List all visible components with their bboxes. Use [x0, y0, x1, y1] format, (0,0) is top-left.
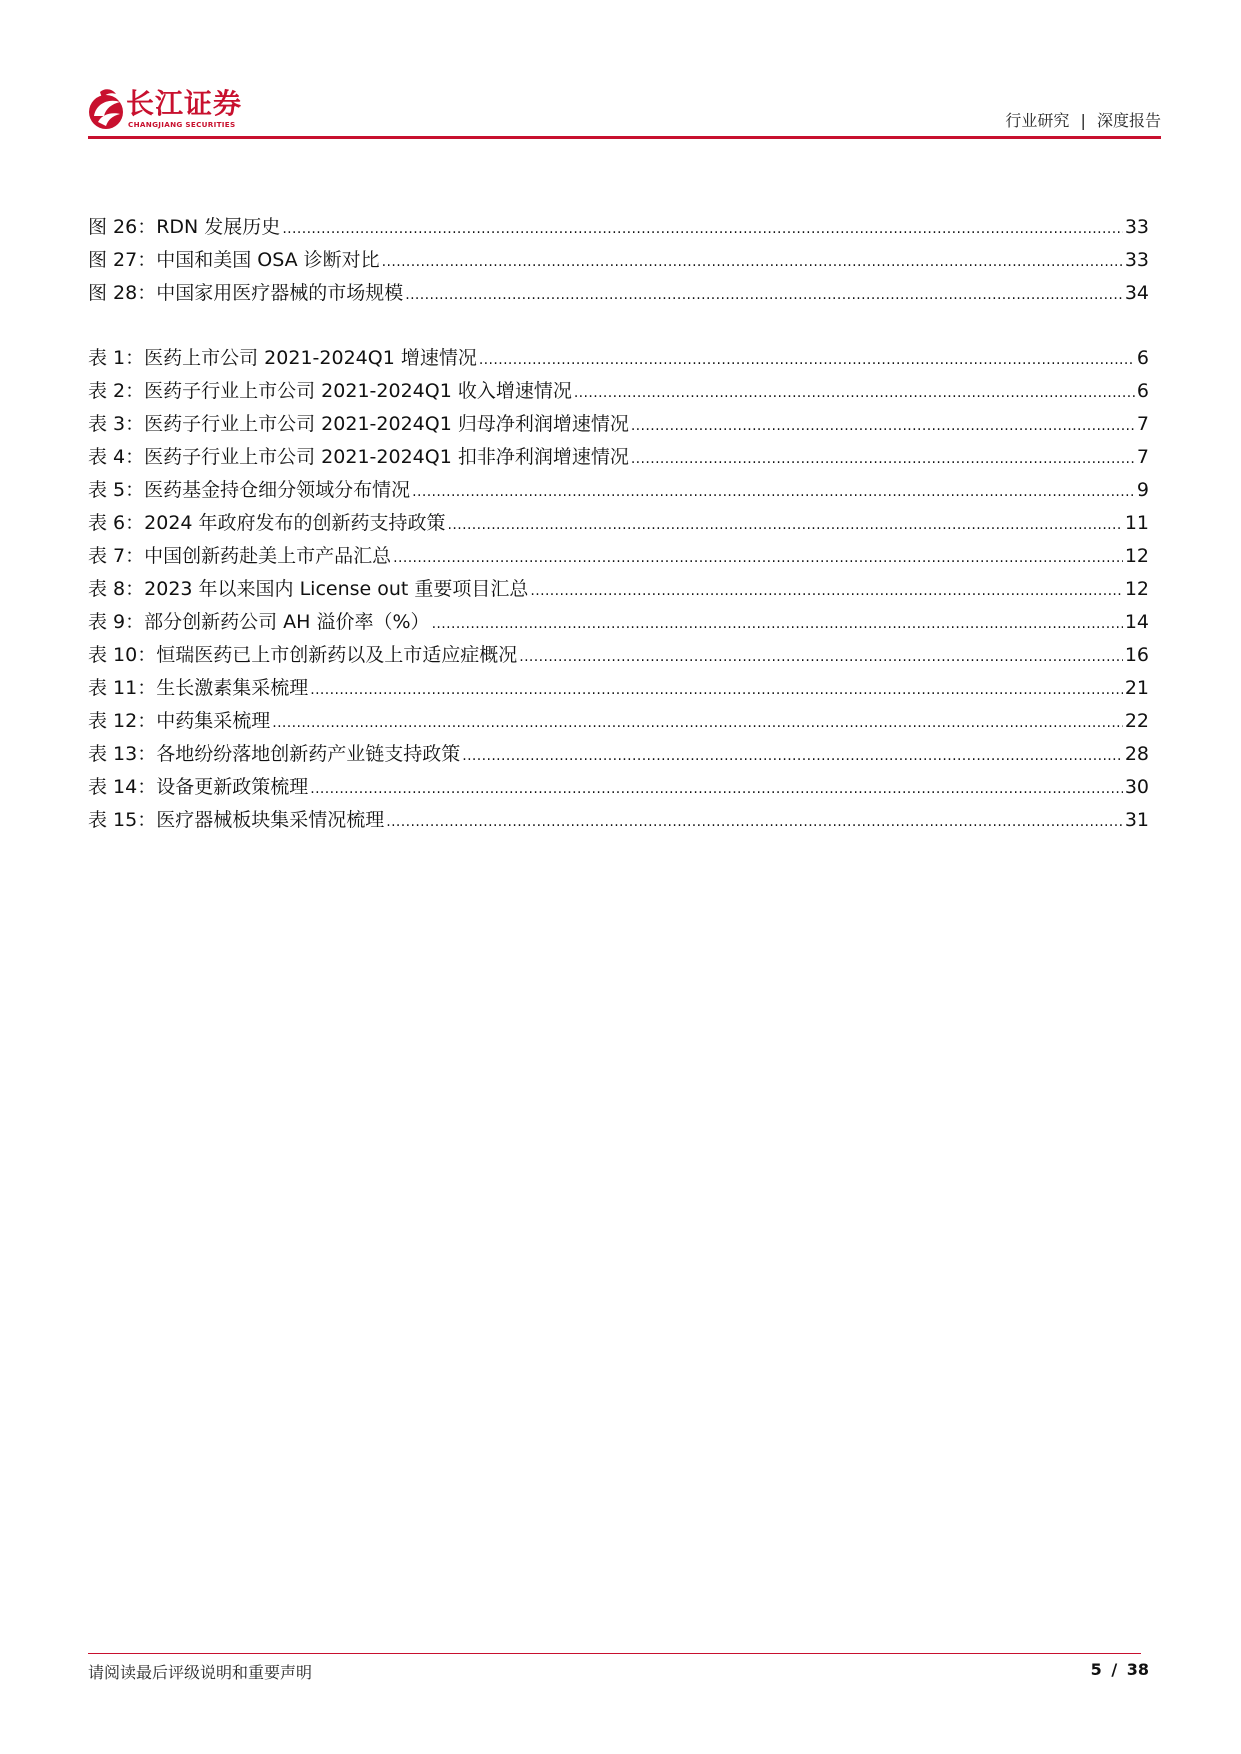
- toc-page-number: 33: [1124, 216, 1149, 238]
- category-label: 行业研究: [1005, 111, 1070, 130]
- toc-leader-dots: [631, 410, 1135, 443]
- toc-page-number: 12: [1124, 578, 1149, 600]
- toc-entry-table-8[interactable]: [88, 573, 1149, 606]
- toc-prefix: 表 11：: [88, 677, 157, 699]
- toc-entry-table-2[interactable]: [88, 375, 1149, 408]
- footer-disclaimer: 请阅读最后评级说明和重要声明: [88, 1663, 313, 1682]
- toc-prefix: 表 13：: [88, 743, 157, 765]
- toc-leader-dots: [530, 575, 1122, 608]
- toc-page-number: 16: [1124, 644, 1149, 666]
- toc-prefix: 表 6：: [88, 512, 145, 534]
- table-list: [88, 342, 1149, 837]
- current-page: 5: [1090, 1660, 1102, 1679]
- footer-divider: [88, 1653, 1141, 1654]
- toc-prefix: 图 26：: [88, 216, 157, 238]
- toc-entry-table-13[interactable]: [88, 738, 1149, 771]
- toc-leader-dots: [405, 279, 1123, 312]
- toc-title: 中国家用医疗器械的市场规模: [156, 282, 404, 304]
- toc-title: 医药基金持仓细分领域分布情况: [144, 479, 411, 501]
- toc-entry-table-6[interactable]: [88, 507, 1149, 540]
- toc-entry-table-10[interactable]: [88, 639, 1149, 672]
- total-pages: 38: [1126, 1660, 1149, 1679]
- phoenix-logo-icon: [86, 86, 126, 132]
- toc-leader-dots: [282, 213, 1123, 246]
- toc-prefix: 表 14：: [88, 776, 157, 798]
- toc-page-number: 14: [1124, 611, 1149, 633]
- toc-leader-dots: [448, 509, 1123, 542]
- toc-leader-dots: [432, 608, 1123, 641]
- page-separator: /: [1111, 1660, 1118, 1679]
- toc-entry-figure-26[interactable]: [88, 211, 1149, 244]
- toc-title: 医药子行业上市公司 2021-2024Q1 扣非净利润增速情况: [144, 446, 629, 468]
- toc-page-number: 6: [1136, 347, 1149, 369]
- toc-prefix: 表 2：: [88, 380, 145, 402]
- toc-leader-dots: [479, 344, 1135, 377]
- toc-page-number: 28: [1124, 743, 1149, 765]
- toc-title: 医药上市公司 2021-2024Q1 增速情况: [144, 347, 477, 369]
- toc-title: 中药集采梳理: [156, 710, 271, 732]
- toc-title: 中国和美国 OSA 诊断对比: [156, 249, 380, 271]
- toc-prefix: 表 12：: [88, 710, 157, 732]
- toc-entry-table-9[interactable]: [88, 606, 1149, 639]
- toc-title: 恒瑞医药已上市创新药以及上市适应症概况: [156, 644, 518, 666]
- toc-title: 2023 年以来国内 License out 重要项目汇总: [144, 578, 529, 600]
- toc-prefix: 表 3：: [88, 413, 145, 435]
- category-separator: |: [1080, 111, 1086, 130]
- toc-leader-dots: [631, 443, 1135, 476]
- toc-entry-table-14[interactable]: [88, 771, 1149, 804]
- toc-page-number: 30: [1124, 776, 1149, 798]
- toc-page-number: 11: [1124, 512, 1149, 534]
- toc-prefix: 表 1：: [88, 347, 145, 369]
- toc-entry-table-7[interactable]: [88, 540, 1149, 573]
- toc-entry-figure-28[interactable]: [88, 277, 1149, 310]
- toc-leader-dots: [519, 641, 1123, 674]
- toc-page-number: 6: [1136, 380, 1149, 402]
- toc-prefix: 表 7：: [88, 545, 145, 567]
- toc-page-number: 12: [1124, 545, 1149, 567]
- list-of-figures-and-tables: [88, 211, 1149, 837]
- toc-page-number: 33: [1124, 249, 1149, 271]
- toc-title: 中国创新药赴美上市产品汇总: [144, 545, 392, 567]
- toc-page-number: 7: [1136, 413, 1149, 435]
- logo-text-en: CHANGJIANG SECURITIES: [128, 120, 236, 129]
- toc-title: 医药子行业上市公司 2021-2024Q1 归母净利润增速情况: [144, 413, 629, 435]
- toc-title: 各地纷纷落地创新药产业链支持政策: [156, 743, 461, 765]
- toc-title: 医药子行业上市公司 2021-2024Q1 收入增速情况: [144, 380, 572, 402]
- toc-title: 医疗器械板块集采情况梳理: [156, 809, 385, 831]
- toc-title: 生长激素集采梳理: [156, 677, 309, 699]
- toc-prefix: 表 4：: [88, 446, 145, 468]
- toc-leader-dots: [386, 806, 1123, 839]
- toc-prefix: 表 15：: [88, 809, 157, 831]
- toc-leader-dots: [272, 707, 1123, 740]
- toc-prefix: 表 9：: [88, 611, 145, 633]
- toc-entry-table-4[interactable]: [88, 441, 1149, 474]
- toc-entry-table-15[interactable]: [88, 804, 1149, 837]
- toc-page-number: 7: [1136, 446, 1149, 468]
- toc-leader-dots: [310, 674, 1123, 707]
- toc-page-number: 31: [1124, 809, 1149, 831]
- toc-leader-dots: [412, 476, 1135, 509]
- toc-leader-dots: [574, 377, 1135, 410]
- toc-prefix: 表 10：: [88, 644, 157, 666]
- logo-text-cn: 长江证券: [126, 87, 243, 120]
- toc-page-number: 21: [1124, 677, 1149, 699]
- toc-entry-table-3[interactable]: [88, 408, 1149, 441]
- toc-entry-table-11[interactable]: [88, 672, 1149, 705]
- toc-prefix: 表 8：: [88, 578, 145, 600]
- toc-entry-table-5[interactable]: [88, 474, 1149, 507]
- toc-prefix: 图 28：: [88, 282, 157, 304]
- toc-title: 设备更新政策梳理: [156, 776, 309, 798]
- toc-title: 2024 年政府发布的创新药支持政策: [144, 512, 446, 534]
- company-logo: [86, 86, 256, 132]
- toc-title: 部分创新药公司 AH 溢价率（%）: [144, 611, 430, 633]
- toc-prefix: 表 5：: [88, 479, 145, 501]
- toc-entry-figure-27[interactable]: [88, 244, 1149, 277]
- page-indicator: [1091, 1660, 1149, 1679]
- toc-leader-dots: [462, 740, 1123, 773]
- toc-page-number: 34: [1124, 282, 1149, 304]
- toc-leader-dots: [310, 773, 1123, 806]
- figure-list: [88, 211, 1149, 310]
- toc-entry-table-1[interactable]: [88, 342, 1149, 375]
- toc-page-number: 9: [1136, 479, 1149, 501]
- toc-leader-dots: [393, 542, 1123, 575]
- toc-title: RDN 发展历史: [156, 216, 281, 238]
- header-divider: [88, 136, 1161, 139]
- toc-prefix: 图 27：: [88, 249, 157, 271]
- toc-page-number: 22: [1124, 710, 1149, 732]
- toc-leader-dots: [382, 246, 1123, 279]
- toc-entry-table-12[interactable]: [88, 705, 1149, 738]
- report-type-label: 深度报告: [1096, 111, 1161, 130]
- report-category: [1005, 108, 1161, 131]
